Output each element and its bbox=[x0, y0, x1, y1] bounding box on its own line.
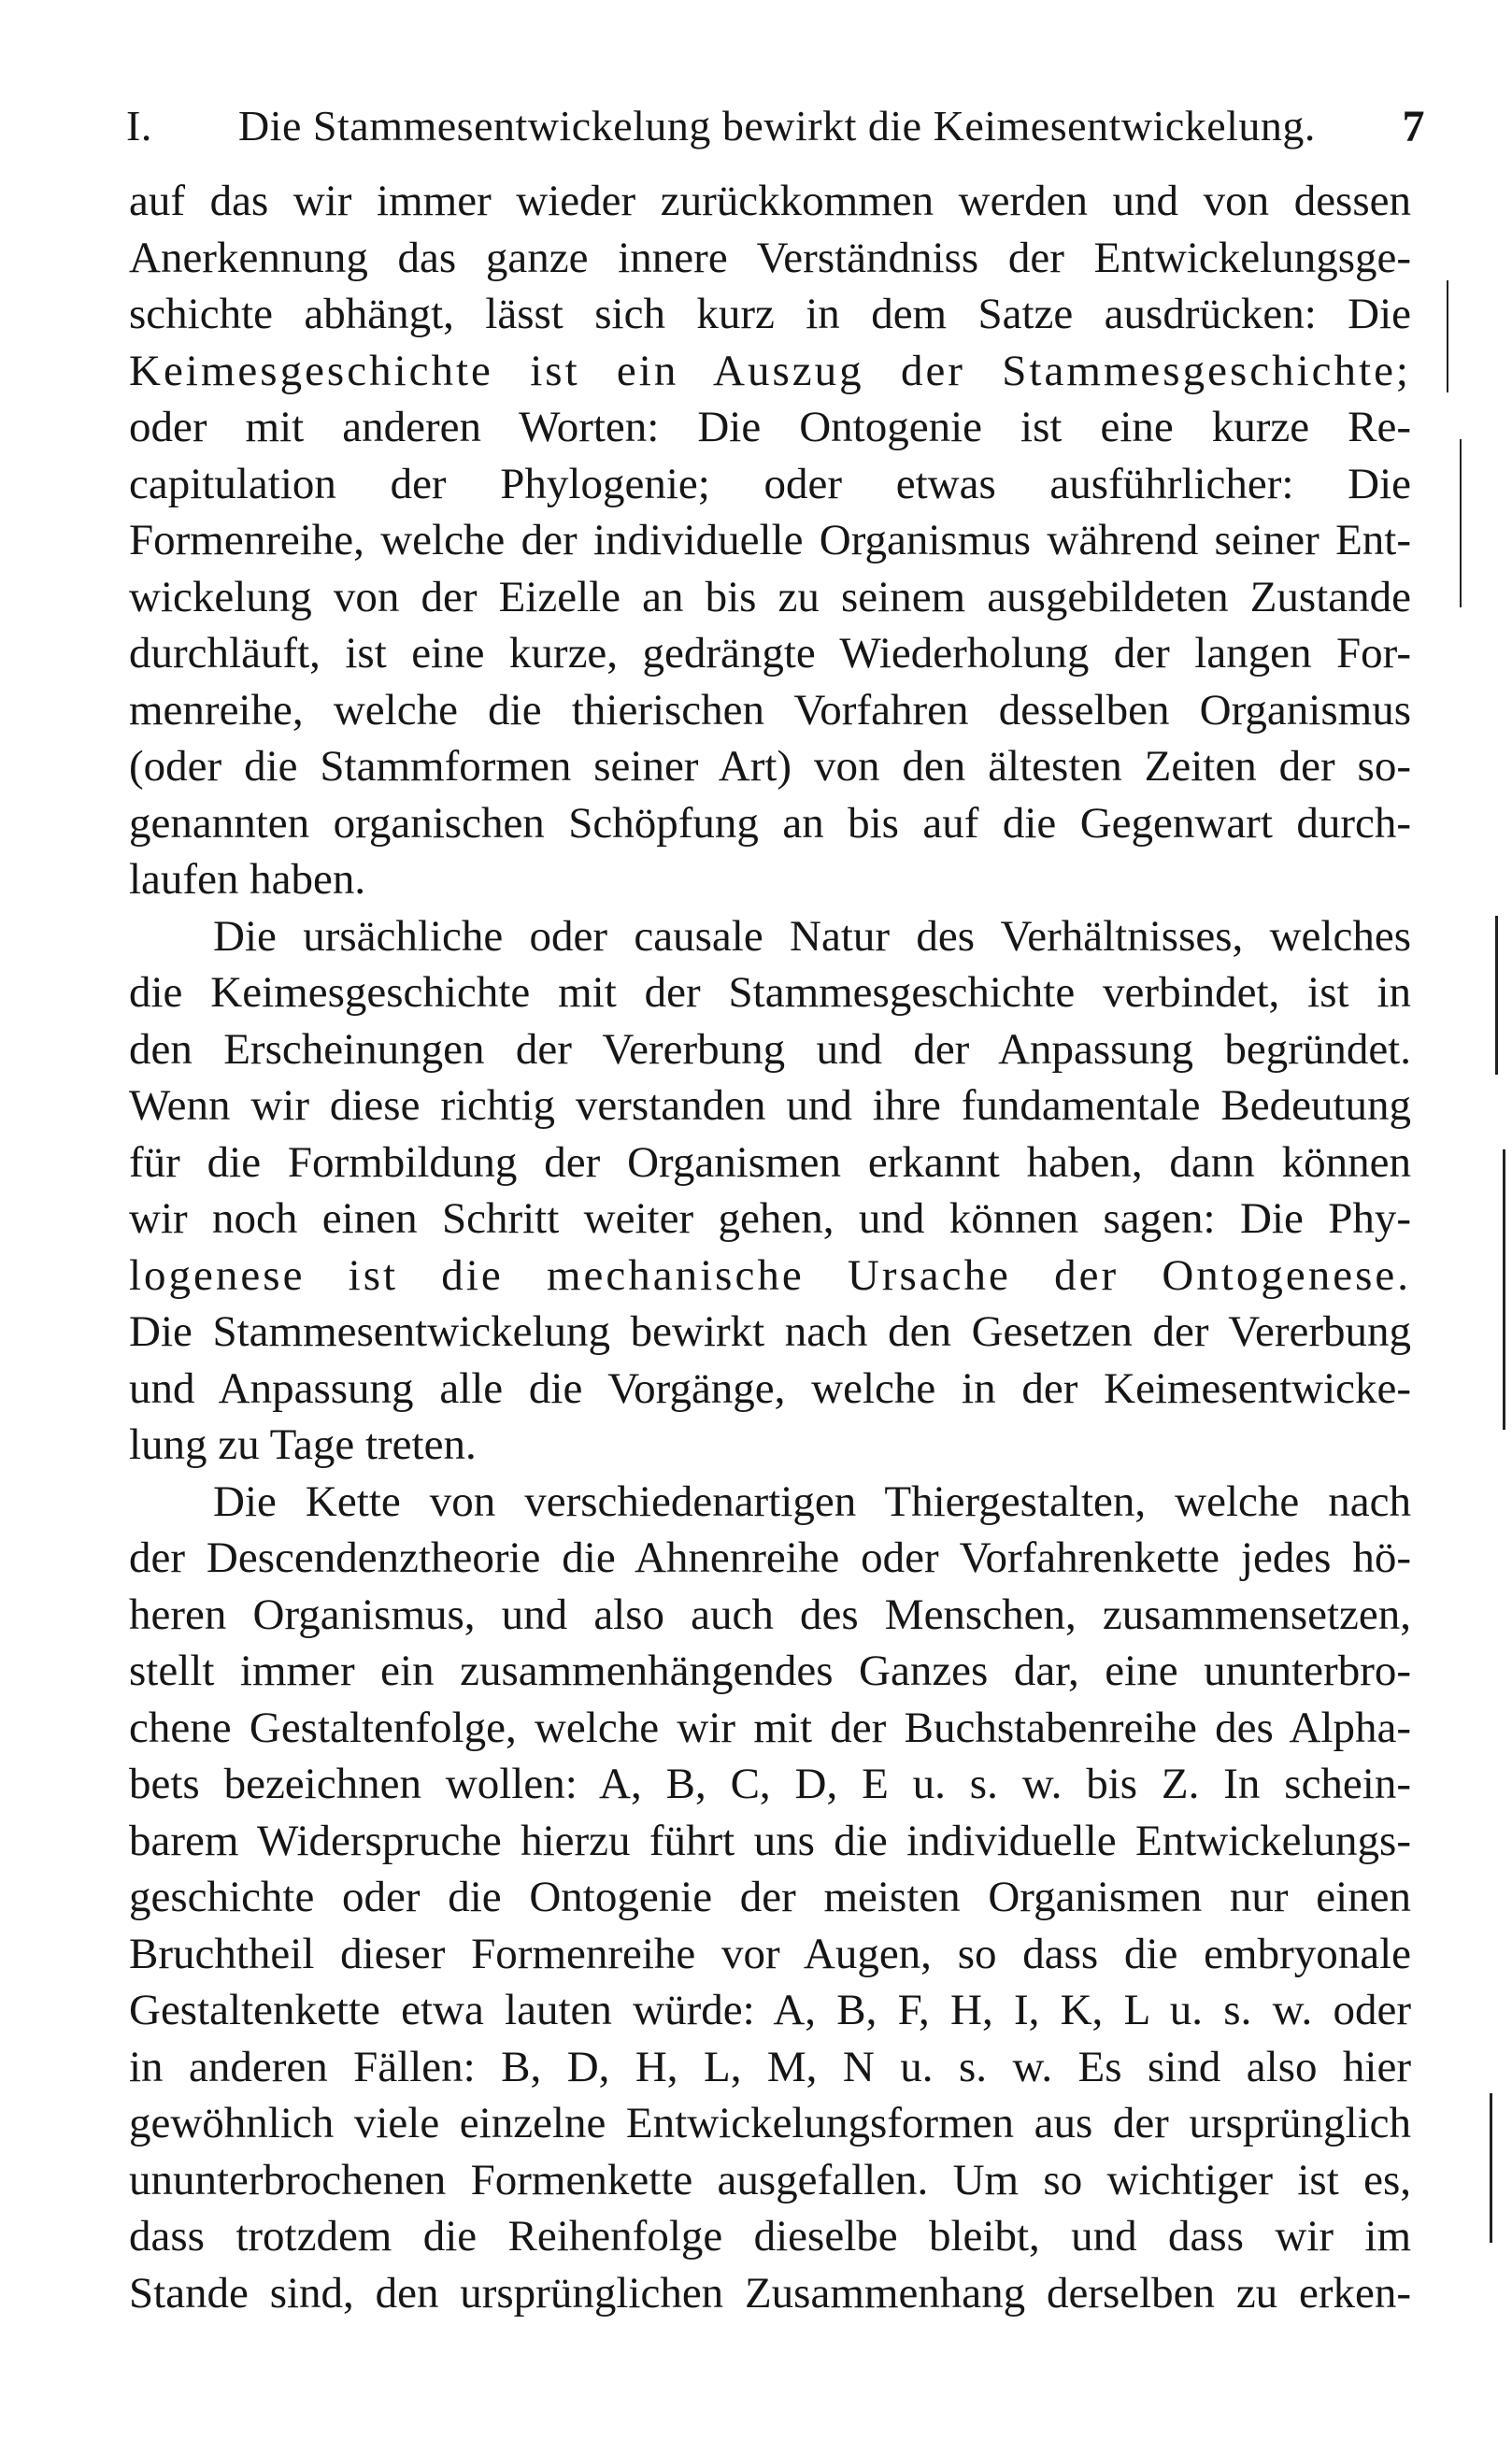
text-line: geschichte oder die Ontogenie der meisten Organismen nur einen bbox=[129, 1873, 1411, 1921]
text-line: Die Stammesentwickelung bewirkt nach den Gesetzen der Vererbung bbox=[129, 1307, 1411, 1356]
scan-edge-mark bbox=[1503, 1149, 1505, 1430]
text-line: Keimesgeschichte ist ein Auszug der Stammesgeschichte; bbox=[129, 346, 1411, 395]
text-line: in anderen Fällen: B, D, H, L, M, N u. s. w. Es sind also hier bbox=[129, 2042, 1411, 2091]
scan-edge-mark bbox=[1447, 280, 1448, 392]
text-line: barem Widerspruche hierzu führt uns die individuelle Entwickelungs- bbox=[129, 1816, 1411, 1865]
text-line: Formenreihe, welche der individuelle Organismus während seiner Ent- bbox=[129, 516, 1411, 564]
paragraph-start: Die ursächliche oder causale Natur des Verhältnisses, welches bbox=[213, 911, 1411, 961]
text-line: chene Gestaltenfolge, welche wir mit der Buchstabenreihe des Alpha- bbox=[129, 1703, 1411, 1752]
text-line: (oder die Stammformen seiner Art) von den ältesten Zeiten der so- bbox=[129, 742, 1411, 791]
text-line: gewöhnlich viele einzelne Entwickelungsformen aus der ursprünglich bbox=[129, 2099, 1411, 2147]
scan-edge-mark bbox=[1495, 916, 1498, 1075]
text-line: durchläuft, ist eine kurze, gedrängte Wiederholung der langen For- bbox=[129, 629, 1411, 678]
scan-edge-mark bbox=[1460, 439, 1462, 607]
text-line: für die Formbildung der Organismen erkannt haben, dann können bbox=[129, 1137, 1411, 1187]
text-line: stellt immer ein zusammenhängendes Ganzes dar, eine ununterbro- bbox=[129, 1647, 1411, 1695]
page-number: 7 bbox=[1402, 102, 1425, 151]
text-line: Wenn wir diese richtig verstanden und ihre fundamentale Bedeutung bbox=[129, 1081, 1411, 1130]
text-line: der Descendenztheorie die Ahnenreihe oder Vorfahrenkette jedes hö- bbox=[129, 1533, 1411, 1582]
text-line: Stande sind, den ursprünglichen Zusammenhang derselben zu erken- bbox=[129, 2268, 1411, 2318]
text-line: wickelung von der Eizelle an bis zu seinem ausgebildeten Zustande bbox=[129, 572, 1411, 621]
text-line: lung zu Tage treten. bbox=[129, 1420, 477, 1469]
text-line: bets bezeichnen wollen: A, B, C, D, E u. s. w. bis Z. In schein- bbox=[129, 1760, 1411, 1808]
text-line: und Anpassung alle die Vorgänge, welche in der Keimesentwicke- bbox=[129, 1363, 1411, 1413]
text-line: Bruchtheil dieser Formenreihe vor Augen, so dass die embryonale bbox=[129, 1929, 1411, 1978]
body-text bbox=[129, 173, 1411, 2321]
text-line: logenese ist die mechanische Ursache der Ontogenese. bbox=[129, 1250, 1411, 1300]
text-line: dass trotzdem die Reihenfolge dieselbe bleibt, und dass wir im bbox=[129, 2212, 1411, 2261]
text-line: Gestaltenkette etwa lauten würde: A, B, F, H, I, K, L u. s. w. oder bbox=[129, 1986, 1411, 2034]
text-line: heren Organismus, und also auch des Menschen, zusammensetzen, bbox=[129, 1590, 1411, 1639]
text-line: schichte abhängt, lässt sich kurz in dem Satze ausdrücken: Die bbox=[129, 290, 1411, 338]
running-title: Die Stammesentwickelung bewirkt die Keimesentwickelung. bbox=[238, 102, 1316, 150]
text-line: Anerkennung das ganze innere Verständniss der Entwickelungsge- bbox=[129, 233, 1411, 282]
text-line: wir noch einen Schritt weiter gehen, und können sagen: Die Phy- bbox=[129, 1194, 1411, 1243]
running-header bbox=[126, 101, 1425, 166]
scan-edge-mark bbox=[1490, 2093, 1492, 2243]
text-line: den Erscheinungen der Vererbung und der Anpassung begründet. bbox=[129, 1024, 1411, 1074]
text-line: die Keimesgeschichte mit der Stammesgeschichte verbindet, ist in bbox=[129, 968, 1411, 1017]
text-line: ununterbrochenen Formenkette ausgefallen. Um so wichtiger ist es, bbox=[129, 2155, 1411, 2204]
paragraph-start: Die Kette von verschiedenartigen Thiergestalten, welche nach bbox=[213, 1476, 1411, 1526]
text-line: oder mit anderen Worten: Die Ontogenie ist eine kurze Re- bbox=[129, 403, 1411, 451]
text-line: menreihe, welche die thierischen Vorfahren desselben Organismus bbox=[129, 685, 1411, 735]
text-line: capitulation der Phylogenie; oder etwas ausführlicher: Die bbox=[129, 459, 1411, 508]
section-number: I. bbox=[126, 102, 152, 150]
text-line: auf das wir immer wieder zurückkommen werden und von dessen bbox=[129, 177, 1411, 225]
text-line: laufen haben. bbox=[129, 855, 366, 904]
text-line: genannten organischen Schöpfung an bis auf die Gegenwart durch- bbox=[129, 798, 1411, 848]
